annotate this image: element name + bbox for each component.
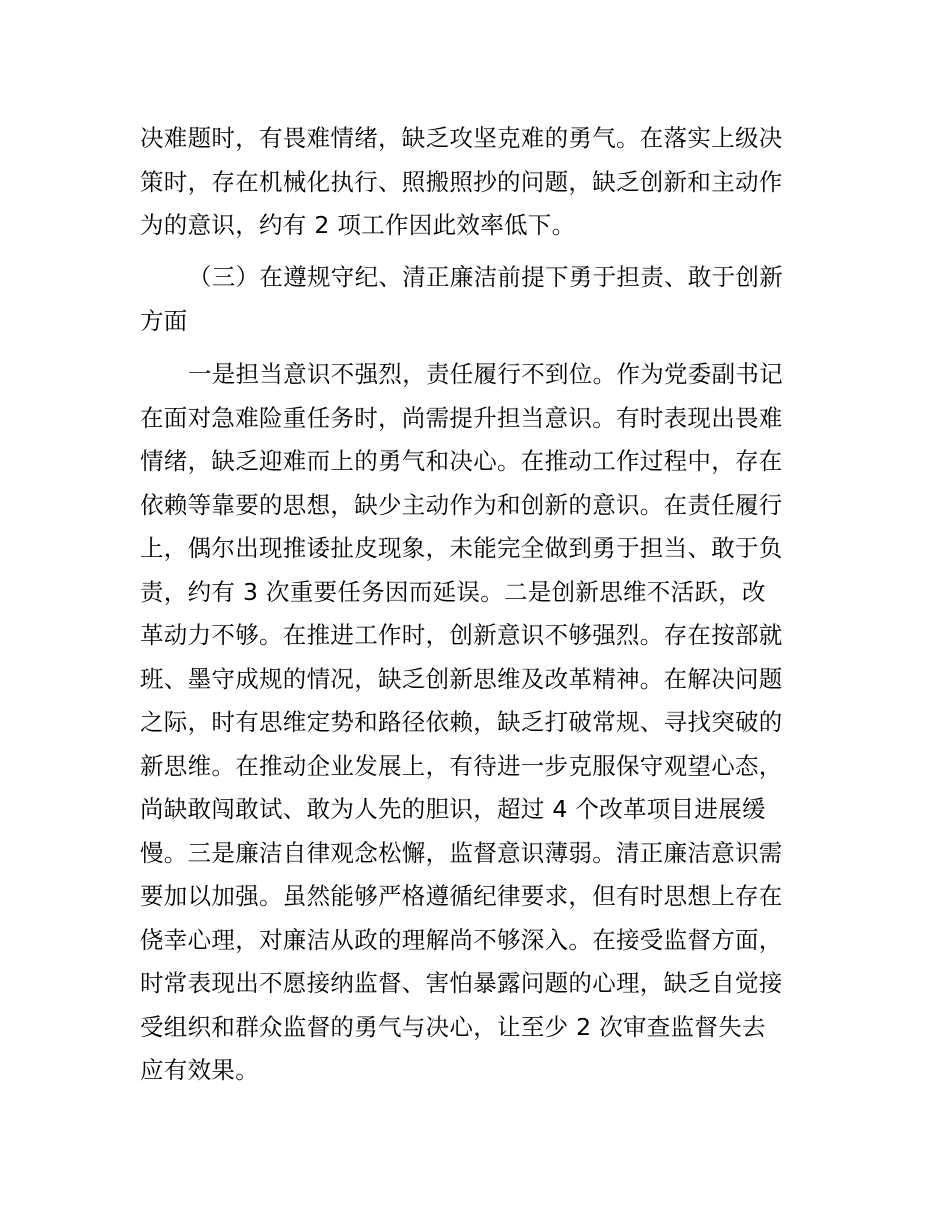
heading-line: （三）在遵规守纪、清正廉洁前提下勇于担责、敢于创新 [188,263,783,291]
body-paragraph [140,353,820,1093]
text-line: 受组织和群众监督的勇气与决心，让至少 2 次审查监督失去 [140,1012,766,1041]
text-line: 决难题时，有畏难情绪，缺乏攻坚克难的勇气。在落实上级决 [140,124,783,152]
text-line: 情绪，缺乏迎难而上的勇气和决心。在推动工作过程中，存在 [140,447,783,475]
text-line: 新思维。在推动企业发展上，有待进一步克服保守观望心态， [140,751,783,780]
text-line: 策时，存在机械化执行、照搬照抄的问题，缺乏创新和主动作 [140,167,783,196]
text-line: 上，偶尔出现推诿扯皮现象，未能完全做到勇于担当、敢于负 [140,534,783,562]
text-line: 之际，时有思维定势和路径依赖，缺乏打破常规、寻找突破的 [140,708,783,736]
text-line: 革动力不够。在推进工作时，创新意识不够强烈。存在按部就 [140,621,783,649]
text-line: 慢。三是廉洁自律观念松懈，监督意识薄弱。清正廉洁意识需 [140,838,783,867]
heading-line: 方面 [140,306,188,335]
section-heading [140,256,820,343]
paragraph-continuation [140,117,820,248]
text-line: 时常表现出不愿接纳监督、害怕暴露问题的心理，缺乏自觉接 [140,969,783,997]
text-line: 一是担当意识不强烈，责任履行不到位。作为党委副书记 [188,360,783,388]
text-line: 为的意识，约有 2 项工作因此效率低下。 [140,211,576,239]
text-line: 责，约有 3 次重要任务因而延误。二是创新思维不活跃，改 [140,577,766,606]
text-line: 班、墨守成规的情况，缺乏创新思维及改革精神。在解决问题 [140,664,783,693]
text-line: 应有效果。 [140,1056,259,1084]
text-line: 侥幸心理，对廉洁从政的理解尚不够深入。在接受监督方面， [140,925,783,954]
text-line: 尚缺敢闯敢试、敢为人先的胆识，超过 4 个改革项目进展缓 [140,795,766,823]
text-line: 依赖等靠要的思想，缺少主动作为和创新的意识。在责任履行 [140,490,783,519]
text-line: 在面对急难险重任务时，尚需提升担当意识。有时表现出畏难 [140,403,783,432]
text-line: 要加以加强。虽然能够严格遵循纪律要求，但有时思想上存在 [140,882,783,910]
